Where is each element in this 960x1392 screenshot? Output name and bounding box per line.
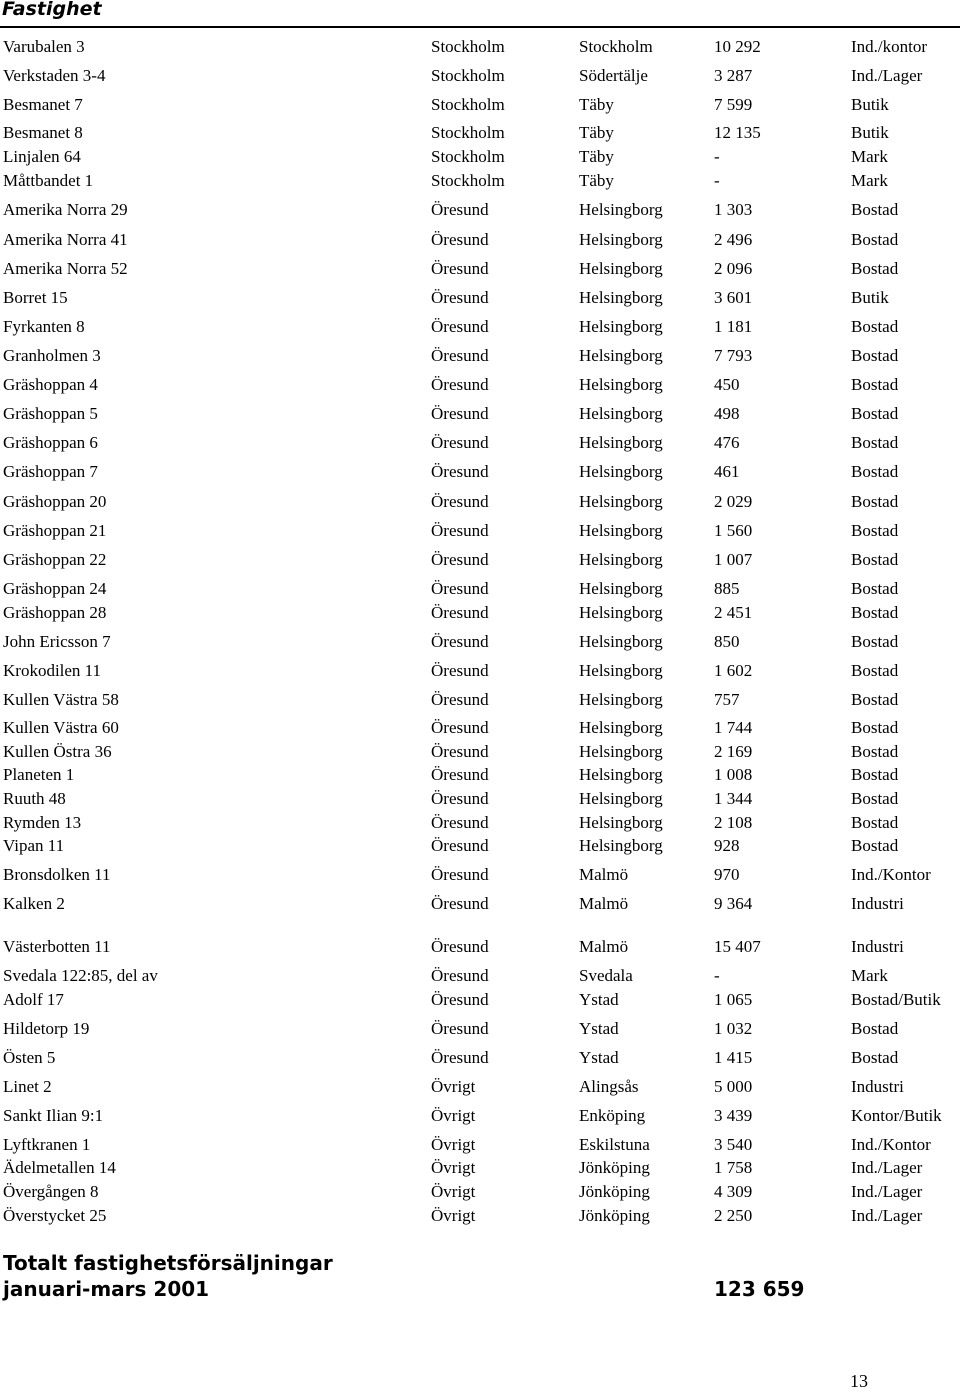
area: 885: [714, 579, 740, 598]
property-type: Bostad: [851, 346, 899, 365]
municipality: Enköping: [579, 1106, 646, 1125]
area: 3 540: [714, 1135, 753, 1154]
region: Öresund: [431, 742, 489, 761]
municipality: Helsingborg: [579, 603, 663, 622]
area: 5 000: [714, 1077, 753, 1096]
table-row: [0, 287, 960, 309]
property-name: John Ericsson 7: [3, 632, 111, 651]
municipality: Jönköping: [579, 1206, 650, 1225]
property-name: Gräshoppan 21: [3, 521, 107, 540]
property-type: Bostad: [851, 1048, 899, 1067]
area: 1 032: [714, 1019, 753, 1038]
region: Öresund: [431, 521, 489, 540]
area: 1 181: [714, 317, 753, 336]
table-row: [0, 660, 960, 682]
property-type: Bostad: [851, 579, 899, 598]
property-type: Bostad: [851, 521, 899, 540]
table-row: [0, 602, 960, 624]
area: 1 758: [714, 1158, 753, 1177]
table-row: [0, 989, 960, 1011]
municipality: Helsingborg: [579, 579, 663, 598]
table-row: [0, 741, 960, 763]
municipality: Helsingborg: [579, 462, 663, 481]
area: 9 364: [714, 894, 753, 913]
property-name: Ruuth 48: [3, 789, 66, 808]
property-name: Linet 2: [3, 1077, 52, 1096]
municipality: Helsingborg: [579, 346, 663, 365]
table-row: [0, 936, 960, 958]
area: 1 008: [714, 765, 753, 784]
area: 928: [714, 836, 740, 855]
property-type: Bostad: [851, 259, 899, 278]
property-name: Adolf 17: [3, 990, 64, 1009]
area: 7 599: [714, 95, 753, 114]
area: 4 309: [714, 1182, 753, 1201]
municipality: Malmö: [579, 937, 629, 956]
area: 1 344: [714, 789, 753, 808]
property-name: Gräshoppan 4: [3, 375, 98, 394]
area: 2 029: [714, 492, 753, 511]
area: 1 303: [714, 200, 753, 219]
region: Öresund: [431, 230, 489, 249]
table-row: [0, 965, 960, 987]
region: Öresund: [431, 966, 489, 985]
page-title: Fastighet: [2, 0, 102, 20]
property-name: Gräshoppan 24: [3, 579, 107, 598]
property-name: Varubalen 3: [3, 37, 85, 56]
municipality: Stockholm: [579, 37, 653, 56]
property-type: Ind./kontor: [851, 37, 928, 56]
table-row: [0, 258, 960, 280]
area: 2 096: [714, 259, 753, 278]
property-name: Linjalen 64: [3, 147, 81, 166]
municipality: Helsingborg: [579, 718, 663, 737]
property-name: Fyrkanten 8: [3, 317, 85, 336]
table-row: [0, 36, 960, 58]
area: 757: [714, 690, 740, 709]
region: Öresund: [431, 288, 489, 307]
region: Öresund: [431, 375, 489, 394]
property-type: Mark: [851, 966, 888, 985]
region: Öresund: [431, 865, 489, 884]
municipality: Helsingborg: [579, 259, 663, 278]
property-type: Bostad: [851, 661, 899, 680]
table-row: [0, 491, 960, 513]
property-type: Butik: [851, 123, 889, 142]
region: Stockholm: [431, 123, 505, 142]
total-label-line1: Totalt fastighetsförsäljningar: [3, 1251, 333, 1275]
table-row: [0, 94, 960, 116]
region: Öresund: [431, 550, 489, 569]
area: 1 744: [714, 718, 753, 737]
municipality: Helsingborg: [579, 492, 663, 511]
municipality: Ystad: [579, 990, 619, 1009]
municipality: Helsingborg: [579, 690, 663, 709]
property-name: Svedala 122:85, del av: [3, 966, 158, 985]
region: Öresund: [431, 990, 489, 1009]
table-row: [0, 146, 960, 168]
property-type: Bostad: [851, 603, 899, 622]
property-name: Överstycket 25: [3, 1206, 107, 1225]
table-row: [0, 229, 960, 251]
property-name: Bronsdolken 11: [3, 865, 111, 884]
municipality: Helsingborg: [579, 742, 663, 761]
property-name: Kullen Östra 36: [3, 742, 112, 761]
property-type: Butik: [851, 288, 889, 307]
municipality: Helsingborg: [579, 375, 663, 394]
table-row: [0, 1134, 960, 1156]
area: 850: [714, 632, 740, 651]
property-name: Gräshoppan 6: [3, 433, 98, 452]
table-row: [0, 374, 960, 396]
region: Öresund: [431, 1019, 489, 1038]
table-row: [0, 403, 960, 425]
region: Öresund: [431, 317, 489, 336]
area: -: [714, 171, 720, 190]
area: 2 108: [714, 813, 753, 832]
area: 2 496: [714, 230, 753, 249]
region: Övrigt: [431, 1077, 476, 1096]
total-label-line2: januari-mars 2001: [3, 1277, 210, 1301]
table-row: [0, 461, 960, 483]
area: -: [714, 966, 720, 985]
table-row: [0, 549, 960, 571]
property-type: Bostad: [851, 230, 899, 249]
region: Öresund: [431, 1048, 489, 1067]
municipality: Alingsås: [579, 1077, 639, 1096]
municipality: Helsingborg: [579, 813, 663, 832]
property-type: Bostad: [851, 317, 899, 336]
property-name: Västerbotten 11: [3, 937, 111, 956]
region: Stockholm: [431, 66, 505, 85]
municipality: Täby: [579, 95, 614, 114]
region: Öresund: [431, 579, 489, 598]
municipality: Malmö: [579, 894, 629, 913]
property-type: Bostad: [851, 813, 899, 832]
region: Öresund: [431, 200, 489, 219]
property-name: Kalken 2: [3, 894, 65, 913]
municipality: Helsingborg: [579, 661, 663, 680]
area: 10 292: [714, 37, 761, 56]
region: Öresund: [431, 462, 489, 481]
table-row: [0, 432, 960, 454]
property-type: Ind./Kontor: [851, 1135, 931, 1154]
area: 2 250: [714, 1206, 753, 1225]
property-name: Hildetorp 19: [3, 1019, 90, 1038]
property-type: Bostad: [851, 550, 899, 569]
area: 1 065: [714, 990, 753, 1009]
table-row: [0, 1018, 960, 1040]
area: 461: [714, 462, 740, 481]
property-name: Kullen Västra 58: [3, 690, 119, 709]
property-name: Gräshoppan 20: [3, 492, 107, 511]
table-row: [0, 65, 960, 87]
municipality: Helsingborg: [579, 433, 663, 452]
table-row: [0, 631, 960, 653]
region: Övrigt: [431, 1135, 476, 1154]
page-number: 13: [850, 1371, 868, 1391]
area: 7 793: [714, 346, 753, 365]
property-name: Besmanet 7: [3, 95, 83, 114]
municipality: Ystad: [579, 1019, 619, 1038]
table-row: [0, 520, 960, 542]
table-row: [0, 893, 960, 915]
area: 3 601: [714, 288, 753, 307]
area: 476: [714, 433, 740, 452]
area: 450: [714, 375, 740, 394]
region: Öresund: [431, 259, 489, 278]
area: 498: [714, 404, 740, 423]
property-type: Ind./Kontor: [851, 865, 931, 884]
property-name: Gräshoppan 7: [3, 462, 98, 481]
table-row: [0, 1105, 960, 1127]
municipality: Eskilstuna: [579, 1135, 650, 1154]
region: Övrigt: [431, 1206, 476, 1225]
property-type: Bostad: [851, 492, 899, 511]
property-name: Planeten 1: [3, 765, 75, 784]
property-name: Kullen Västra 60: [3, 718, 119, 737]
table-row: [0, 345, 960, 367]
municipality: Svedala: [579, 966, 633, 985]
region: Stockholm: [431, 171, 505, 190]
property-type: Bostad: [851, 765, 899, 784]
municipality: Helsingborg: [579, 550, 663, 569]
property-name: Amerika Norra 29: [3, 200, 128, 219]
region: Öresund: [431, 690, 489, 709]
property-type: Bostad: [851, 632, 899, 651]
municipality: Täby: [579, 171, 614, 190]
region: Stockholm: [431, 147, 505, 166]
heading-rule: [0, 26, 960, 28]
area: -: [714, 147, 720, 166]
property-type: Butik: [851, 95, 889, 114]
table-row: [0, 1157, 960, 1179]
table-row: [0, 578, 960, 600]
region: Öresund: [431, 346, 489, 365]
area: 12 135: [714, 123, 761, 142]
table-row: [0, 1047, 960, 1069]
property-type: Kontor/Butik: [851, 1106, 942, 1125]
region: Öresund: [431, 433, 489, 452]
table-row: [0, 199, 960, 221]
region: Stockholm: [431, 37, 505, 56]
region: Övrigt: [431, 1106, 476, 1125]
municipality: Helsingborg: [579, 404, 663, 423]
area: 2 451: [714, 603, 753, 622]
property-type: Ind./Lager: [851, 1158, 923, 1177]
table-row: [0, 1181, 960, 1203]
municipality: Täby: [579, 123, 614, 142]
table-row: [0, 122, 960, 144]
region: Stockholm: [431, 95, 505, 114]
municipality: Helsingborg: [579, 632, 663, 651]
total-value: 123 659: [714, 1277, 805, 1301]
area: 3 287: [714, 66, 753, 85]
municipality: Helsingborg: [579, 288, 663, 307]
region: Övrigt: [431, 1182, 476, 1201]
municipality: Södertälje: [579, 66, 648, 85]
region: Öresund: [431, 894, 489, 913]
region: Öresund: [431, 603, 489, 622]
property-name: Gräshoppan 22: [3, 550, 107, 569]
area: 1 560: [714, 521, 753, 540]
property-type: Bostad: [851, 462, 899, 481]
municipality: Helsingborg: [579, 836, 663, 855]
property-type: Mark: [851, 147, 888, 166]
municipality: Jönköping: [579, 1182, 650, 1201]
region: Övrigt: [431, 1158, 476, 1177]
property-name: Borret 15: [3, 288, 68, 307]
table-row: [0, 812, 960, 834]
area: 2 169: [714, 742, 753, 761]
municipality: Jönköping: [579, 1158, 650, 1177]
property-type: Bostad: [851, 200, 899, 219]
municipality: Helsingborg: [579, 200, 663, 219]
region: Öresund: [431, 765, 489, 784]
property-name: Gräshoppan 28: [3, 603, 107, 622]
region: Öresund: [431, 661, 489, 680]
property-type: Bostad: [851, 836, 899, 855]
area: 1 602: [714, 661, 753, 680]
table-row: [0, 1205, 960, 1227]
property-type: Bostad: [851, 742, 899, 761]
table-row: [0, 864, 960, 886]
municipality: Helsingborg: [579, 317, 663, 336]
property-type: Bostad: [851, 433, 899, 452]
property-name: Sankt Ilian 9:1: [3, 1106, 104, 1125]
municipality: Täby: [579, 147, 614, 166]
property-type: Mark: [851, 171, 888, 190]
property-type: Industri: [851, 894, 904, 913]
property-type: Bostad: [851, 718, 899, 737]
region: Öresund: [431, 836, 489, 855]
property-type: Industri: [851, 937, 904, 956]
property-type: Ind./Lager: [851, 66, 923, 85]
municipality: Malmö: [579, 865, 629, 884]
property-name: Övergången 8: [3, 1182, 99, 1201]
table-row: [0, 788, 960, 810]
area: 970: [714, 865, 740, 884]
property-type: Bostad: [851, 690, 899, 709]
municipality: Ystad: [579, 1048, 619, 1067]
area: 15 407: [714, 937, 761, 956]
property-name: Besmanet 8: [3, 123, 83, 142]
municipality: Helsingborg: [579, 230, 663, 249]
property-type: Bostad: [851, 404, 899, 423]
property-name: Östen 5: [3, 1048, 56, 1067]
region: Öresund: [431, 632, 489, 651]
property-type: Ind./Lager: [851, 1206, 923, 1225]
municipality: Helsingborg: [579, 789, 663, 808]
property-name: Verkstaden 3-4: [3, 66, 106, 85]
municipality: Helsingborg: [579, 765, 663, 784]
property-name: Vipan 11: [3, 836, 65, 855]
region: Öresund: [431, 718, 489, 737]
table-row: [0, 316, 960, 338]
table-row: [0, 689, 960, 711]
property-type: Bostad: [851, 1019, 899, 1038]
region: Öresund: [431, 937, 489, 956]
municipality: Helsingborg: [579, 521, 663, 540]
property-name: Rymden 13: [3, 813, 82, 832]
area: 3 439: [714, 1106, 753, 1125]
table-row: [0, 170, 960, 192]
table-row: [0, 764, 960, 786]
region: Öresund: [431, 492, 489, 511]
property-name: Granholmen 3: [3, 346, 101, 365]
region: Öresund: [431, 789, 489, 808]
property-type: Industri: [851, 1077, 904, 1096]
property-type: Bostad/Butik: [851, 990, 941, 1009]
property-name: Gräshoppan 5: [3, 404, 98, 423]
property-type: Bostad: [851, 789, 899, 808]
area: 1 007: [714, 550, 753, 569]
table-row: [0, 835, 960, 857]
property-name: Ädelmetallen 14: [3, 1158, 116, 1177]
property-name: Måttbandet 1: [3, 171, 94, 190]
area: 1 415: [714, 1048, 753, 1067]
property-name: Amerika Norra 52: [3, 259, 128, 278]
property-name: Krokodilen 11: [3, 661, 102, 680]
property-name: Lyftkranen 1: [3, 1135, 91, 1154]
property-type: Ind./Lager: [851, 1182, 923, 1201]
table-row: [0, 1076, 960, 1098]
property-type: Bostad: [851, 375, 899, 394]
table-row: [0, 717, 960, 739]
region: Öresund: [431, 404, 489, 423]
region: Öresund: [431, 813, 489, 832]
property-name: Amerika Norra 41: [3, 230, 128, 249]
